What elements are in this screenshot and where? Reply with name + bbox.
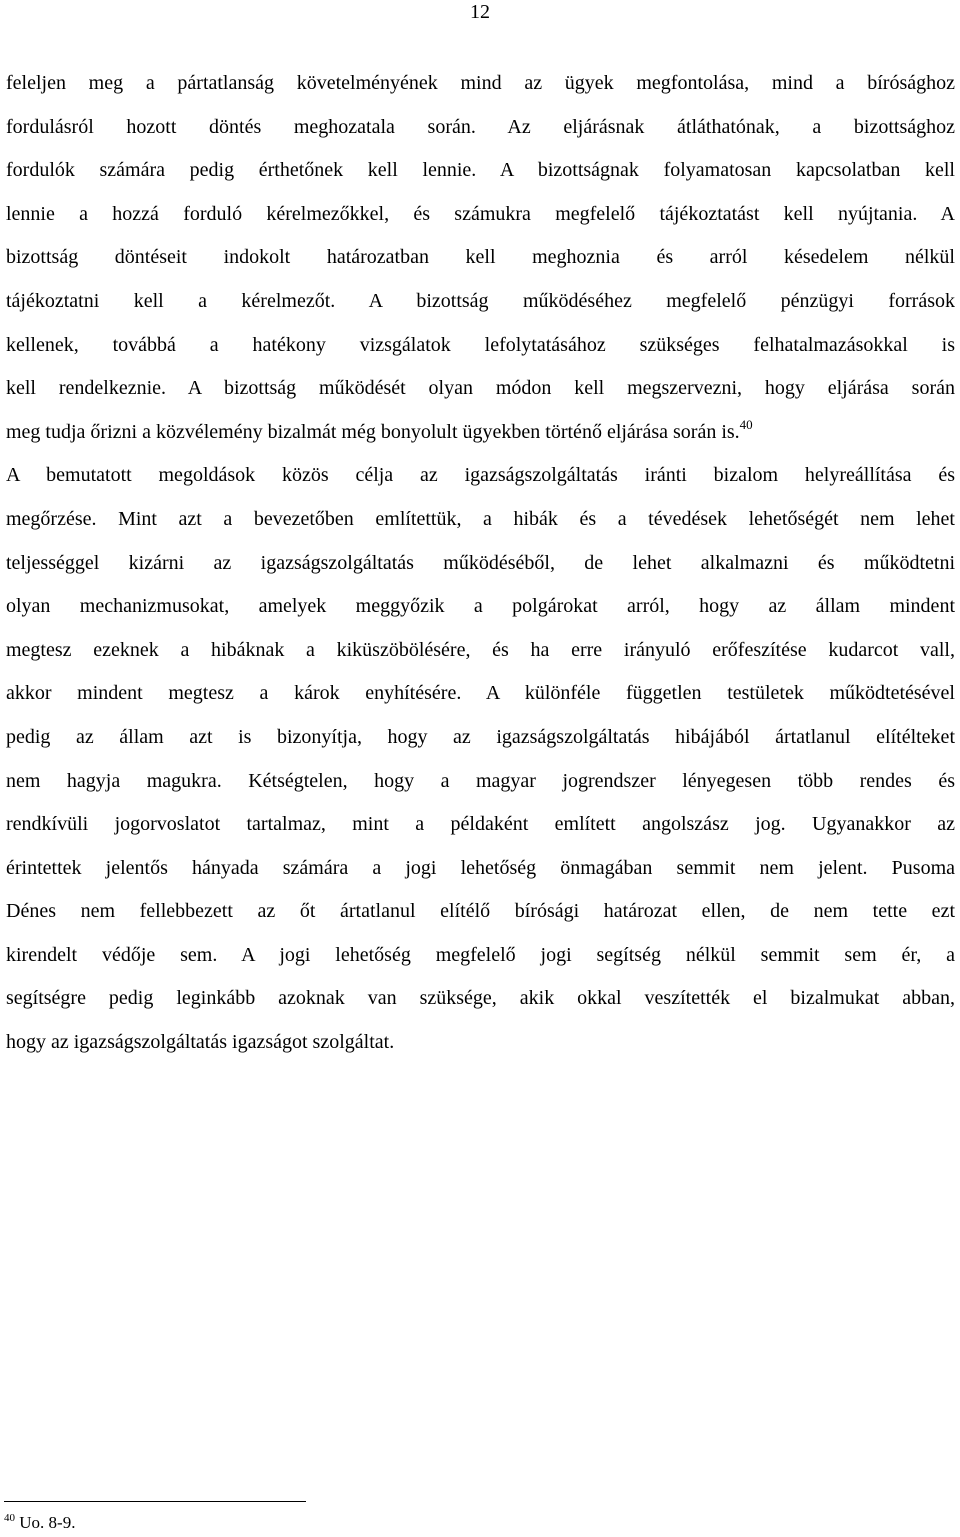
text-line-20: Dénes nem fellebbezett az őt ártatlanul elítélő bírósági határozat ellen, de nem tette ezt [6,900,955,923]
text-line-1: feleljen meg a pártatlanság követelményének mind az ügyek megfontolása, mind a bírósághoz [6,72,955,94]
text-line-15: akkor mindent megtesz a károk enyhítésére. A különféle független testületek működtetésével [6,682,955,705]
footnote-text: Uo. 8-9. [19,1513,76,1532]
text-line-16: pedig az állam azt is bizonyítja, hogy az igazságszolgáltatás hibájából ártatlanul elítélteket [6,725,955,748]
text-line-11: megőrzése. Mint azt a bevezetőben említettük, a hibák és a tévedések lehetőségét nem lehet [6,507,955,530]
text-line-13: olyan mechanizmusokat, amelyek meggyőzik a polgárokat arról, hogy az állam mindent [6,595,955,618]
text-line-19: érintettek jelentős hányada számára a jogi lehetőség önmagában semmit nem jelent. Pusoma [6,856,955,879]
footnote-divider [4,1501,306,1502]
text-line-12: teljességgel kizárni az igazságszolgáltatás működéséből, de lehet alkalmazni és működtetni [6,551,955,574]
text-line-9 [6,411,955,455]
text-line-2: fordulásról hozott döntés meghozatala során. Az eljárásnak átláthatónak, a bizottsághoz [6,115,955,138]
footnote-reference[interactable]: 40 [739,416,753,432]
text-line-22: segítségre pedig leginkább azoknak van szüksége, akik okkal veszítették el bizalmukat abban, [6,987,955,1010]
text-line-5: bizottság döntéseit indokolt határozatban kell meghoznia és arról késedelem nélkül [6,246,955,269]
text-line-10: A bemutatott megoldások közös célja az igazságszolgáltatás iránti bizalom helyreállítása és [6,464,955,487]
text-line-9-content: meg tudja őrizni a közvélemény bizalmát még bonyolult ügyekben történő eljárása során is. [6,420,740,443]
text-line-23: hogy az igazságszolgáltatás igazságot szolgáltat. [6,1031,395,1054]
text-line-4: lennie a hozzá forduló kérelmezőkkel, és számukra megfelelő tájékoztatást kell nyújtania. A [6,202,955,225]
body-paragraphs [6,62,955,1065]
text-line-21: kirendelt védője sem. A jogi lehetőség megfelelő jogi segítség nélkül semmit sem ér, a [6,943,955,966]
footnote-marker: 40 [4,1512,15,1524]
text-line-8: kell rendelkeznie. A bizottság működését olyan módon kell megszervezni, hogy eljárása során [6,377,955,400]
text-line-17: nem hagyja magukra. Kétségtelen, hogy a magyar jogrendszer lényegesen több rendes és [6,769,955,792]
text-line-18: rendkívüli jogorvoslatot tartalmaz, mint a példaként említett angolszász jog. Ugyanakkor az [6,813,955,836]
text-line-7: kellenek, továbbá a hatékony vizsgálatok lefolytatásához szükséges felhatalmazásokkal is [6,333,955,356]
text-line-14: megtesz ezeknek a hibáknak a kiküszöbölésére, és ha erre irányuló erőfeszítése kudarcot vall, [6,638,955,661]
text-line-3: fordulók számára pedig érthetőnek kell lennie. A bizottságnak folyamatosan kapcsolatban kell [6,159,955,182]
footnote [4,1511,75,1537]
page-number: 12 [470,1,490,23]
text-line-6: tájékoztatni kell a kérelmezőt. A bizottság működéséhez megfelelő pénzügyi források [6,289,955,312]
